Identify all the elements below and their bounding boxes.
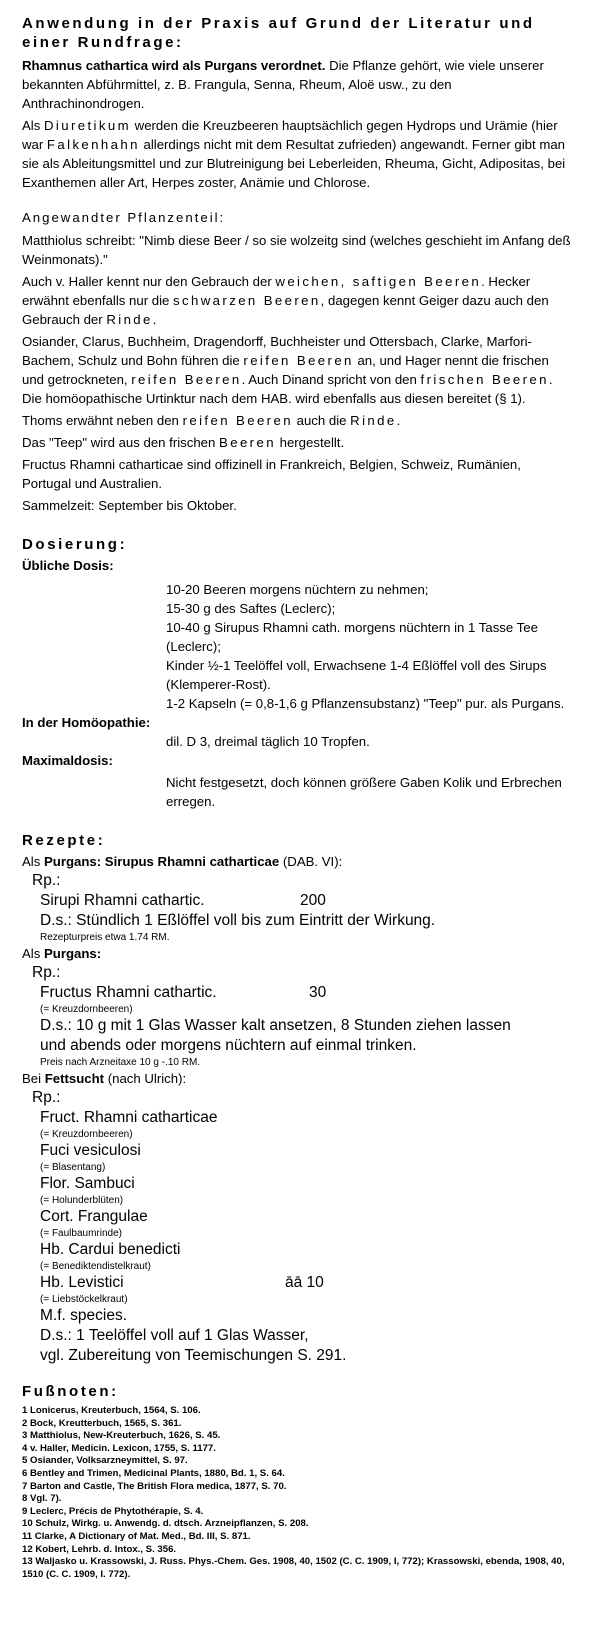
spaced-term: weichen, saftigen Beeren (275, 274, 482, 289)
dose-line: 1-2 Kapseln (= 0,8-1,6 g Pflanzensubstanz) "Teep" pur. als Purgans. (166, 696, 565, 711)
item-note: (= Liebstöckelkraut) (40, 1294, 128, 1305)
text: an, und Hager nennt die frischen und getrockneten, (22, 353, 549, 387)
footnote: 2 Bock, Kreutterbuch, 1565, S. 361. (22, 1417, 182, 1429)
rp-label: Rp.: (32, 872, 61, 889)
pflanzenteil-p6: Fructus Rhamni catharticae sind offizinell in Frankreich, Belgien, Schweiz, Rumänien, Portugal und Australien. (22, 457, 521, 491)
dose-label-homoeopathie: In der Homöopathie: (22, 715, 151, 730)
text: . (152, 312, 157, 327)
recipe-item (40, 1273, 571, 1293)
footnote: 3 Matthiolus, New-Kreuterbuch, 1626, S. 45. (22, 1430, 221, 1442)
footnote: 8 Vgl. 7). (22, 1493, 62, 1505)
item-note: (= Faulbaumrinde) (40, 1228, 122, 1239)
text: Osiander, Clarus, Buchheim, Dragendorff, Buchheister und Ottersbach, Clarke, Marfori-Bachem, Schulz und Bohn führen die (22, 334, 532, 368)
spaced-term: reifen Beeren (243, 353, 354, 368)
footnote: 6 Bentley and Trimen, Medicinal Plants, 1880, Bd. 1, S. 64. (22, 1467, 285, 1479)
text: . Hecker erwähnt ebenfalls nur die (22, 274, 531, 308)
diuretikum-paragraph (22, 116, 571, 192)
spaced-term: reifen Beeren (182, 413, 293, 428)
spaced-term: Beeren (219, 435, 276, 450)
dose-homoeopathie: dil. D 3, dreimal täglich 10 Tropfen. (166, 734, 370, 749)
intro-bold: Rhamnus cathartica wird als Purgans verordnet. (22, 58, 326, 73)
spaced-term: Rinde (106, 312, 153, 327)
dose-line: Kinder ½-1 Teelöffel voll, Erwachsene 1-4 Eßlöffel voll des Sirups (Klemperer-Rost). (166, 658, 547, 692)
item-note: (= Holunderblüten) (40, 1195, 124, 1206)
spaced-term: Rinde (350, 413, 397, 428)
dose-maximal: Nicht festgesetzt, doch können größere Gaben Kolik und Erbrechen erregen. (166, 775, 562, 809)
text: . (396, 413, 401, 428)
text: . Die homöopathische Urtinktur nach dem HAB. wird ebenfalls aus diesen bereitet (§ 1). (22, 372, 553, 406)
dose-line: 10-20 Beeren morgens nüchtern zu nehmen; (166, 582, 429, 597)
recipe-signatur: und abends oder morgens nüchtern auf einmal trinken. (40, 1037, 417, 1054)
text: Thoms erwähnt neben den (22, 413, 183, 428)
item-note: (= Blasentang) (40, 1162, 106, 1173)
recipe-price: Preis nach Arzneitaxe 10 g -.10 RM. (40, 1057, 201, 1068)
recipe-item: Hb. Cardui benedicti (40, 1241, 181, 1258)
text: auch die (292, 413, 351, 428)
recipe-indication: Purgans: (43, 946, 102, 961)
pflanzenteil-p5 (22, 433, 571, 452)
intro-paragraph (22, 56, 571, 113)
text: hergestellt. (275, 435, 345, 450)
recipe-intro (22, 944, 571, 963)
item-note: (= Kreuzdornbeeren) (40, 1004, 133, 1015)
text: werden die Kreuzbeeren hauptsächlich gegen Hydrops und Urämie (hier war (22, 118, 558, 152)
footnote: 7 Barton and Castle, The British Flora medica, 1877, S. 70. (22, 1480, 287, 1492)
item-note: (= Kreuzdornbeeren) (40, 1129, 133, 1140)
recipe-item: Flor. Sambuci (40, 1175, 135, 1192)
recipe-mf: M.f. species. (40, 1307, 127, 1324)
recipe-item: Fruct. Rhamni catharticae (40, 1109, 218, 1126)
recipe-item: Fuci vesiculosi (40, 1142, 141, 1159)
footnote-list (22, 1405, 571, 1581)
item-note: (= Benediktendistelkraut) (40, 1261, 151, 1272)
spaced-term: frischen Beeren (420, 372, 549, 387)
pflanzenteil-p2 (22, 272, 571, 329)
recipe-item: Cort. Frangulae (40, 1208, 148, 1225)
recipe-signatur: D.s.: 1 Teelöffel voll auf 1 Glas Wasser, (40, 1327, 309, 1344)
recipe-signatur: vgl. Zubereitung von Teemischungen S. 291. (40, 1347, 347, 1364)
dose-label-maximal: Maximaldosis: (22, 753, 113, 768)
text: (DAB. VI): (279, 854, 343, 869)
recipe-item (40, 983, 571, 1003)
recipe-signatur: D.s.: 10 g mit 1 Glas Wasser kalt ansetzen, 8 Stunden ziehen lassen (40, 1017, 511, 1034)
footnote: 13 Waljasko u. Krassowski, J. Russ. Phys.-Chem. Ges. 1908, 40, 1502 (C. C. 1909, I, 772); Krassowski, ebenda, 1908, 40, 1510 (C. C. 1909, I. 772). (22, 1556, 565, 1580)
spaced-term: reifen Beeren (131, 372, 242, 387)
text: . Auch Dinand spricht von den (241, 372, 421, 387)
pflanzenteil-p3 (22, 332, 571, 408)
text: Bei (22, 1071, 45, 1086)
footnote: 4 v. Haller, Medicin. Lexicon, 1755, S. 1177. (22, 1442, 216, 1454)
text: Das "Teep" wird aus den frischen (22, 435, 220, 450)
recipe-indication: Purgans: Sirupus Rhamni catharticae (43, 854, 280, 869)
section-heading-rezepte: Rezepte: (22, 832, 106, 849)
recipe-indication: Fettsucht (44, 1071, 105, 1086)
pflanzenteil-heading: Angewandter Pflanzenteil: (22, 210, 226, 225)
text: Als (22, 946, 44, 961)
rp-label: Rp.: (32, 1089, 61, 1106)
text: Als (22, 854, 44, 869)
pflanzenteil-p4 (22, 411, 571, 430)
intro-text: Die Pflanze gehört, wie viele unserer bekannten Abführmittel, z. B. Frangula, Senna, Rheum, Aloë usw., zu den Anthrachinondrogen. (22, 58, 544, 111)
pflanzenteil-p1: Matthiolus schreibt: "Nimb diese Beer / so sie wolzeitg sind (welches geschieht im Anfang deß Weinmonats)." (22, 233, 571, 267)
dose-line: 10-40 g Sirupus Rhamni cath. morgens nüchtern in 1 Tasse Tee (Leclerc); (166, 620, 538, 654)
footnote: 10 Schulz, Wirkg. u. Anwendg. d. dtsch. Arzneipflanzen, S. 208. (22, 1518, 309, 1530)
dose-list-ueblich (22, 580, 571, 713)
recipe-signatur: D.s.: Stündlich 1 Eßlöffel voll bis zum Eintritt der Wirkung. (40, 912, 436, 929)
dose-label-ueblich: Übliche Dosis: (22, 558, 114, 573)
spaced-name: Falkenhahn (46, 137, 140, 152)
spaced-term: Diuretikum (43, 118, 132, 133)
item-name: Hb. Levistici (40, 1274, 124, 1291)
item-name: Sirupi Rhamni cathartic. (40, 892, 205, 909)
recipe-intro (22, 1069, 571, 1088)
item-quantity: 200 (300, 892, 326, 909)
recipe-price: Rezepturpreis etwa 1.74 RM. (40, 932, 170, 943)
item-quantity: āā 10 (285, 1274, 324, 1291)
text: Als (22, 118, 44, 133)
footnote: 1 Lonicerus, Kreuterbuch, 1564, S. 106. (22, 1405, 201, 1416)
footnote: 5 Osiander, Volksarzneymittel, S. 97. (22, 1455, 188, 1467)
rp-label: Rp.: (32, 964, 61, 981)
spaced-term: schwarzen Beeren (173, 293, 321, 308)
item-name: Fructus Rhamni cathartic. (40, 984, 217, 1001)
footnote: 11 Clarke, A Dictionary of Mat. Med., Bd. III, S. 871. (22, 1530, 251, 1542)
text: Auch v. Haller kennt nur den Gebrauch der (22, 274, 276, 289)
pflanzenteil-p7: Sammelzeit: September bis Oktober. (22, 498, 237, 513)
text: allerdings nicht mit dem Resultat zufrieden) angewandt. Ferner gibt man sie als Ableitungsmittel und zur Blutreinigung bei Leberleiden, Rheuma, Gicht, Adipositas, bei Exanthemen aller Art, Herpes zoster, Anämie und Chlorose. (22, 137, 566, 190)
text: , dagegen kennt Geiger dazu auch den Gebrauch der (22, 293, 549, 327)
recipe-item (40, 891, 571, 911)
item-quantity: 30 (309, 984, 327, 1001)
section-heading-fussnoten: Fußnoten: (22, 1383, 119, 1400)
recipe-intro (22, 852, 571, 871)
section-heading-anwendung: Anwendung in der Praxis auf Grund der Literatur und einer Rundfrage: (22, 15, 535, 51)
dose-line: 15-30 g des Saftes (Leclerc); (166, 601, 336, 616)
section-heading-dosierung: Dosierung: (22, 536, 128, 553)
text: (nach Ulrich): (104, 1071, 187, 1086)
footnote: 12 Kobert, Lehrb. d. Intox., S. 356. (22, 1543, 177, 1555)
footnote: 9 Leclerc, Précis de Phytothérapie, S. 4. (22, 1505, 204, 1517)
